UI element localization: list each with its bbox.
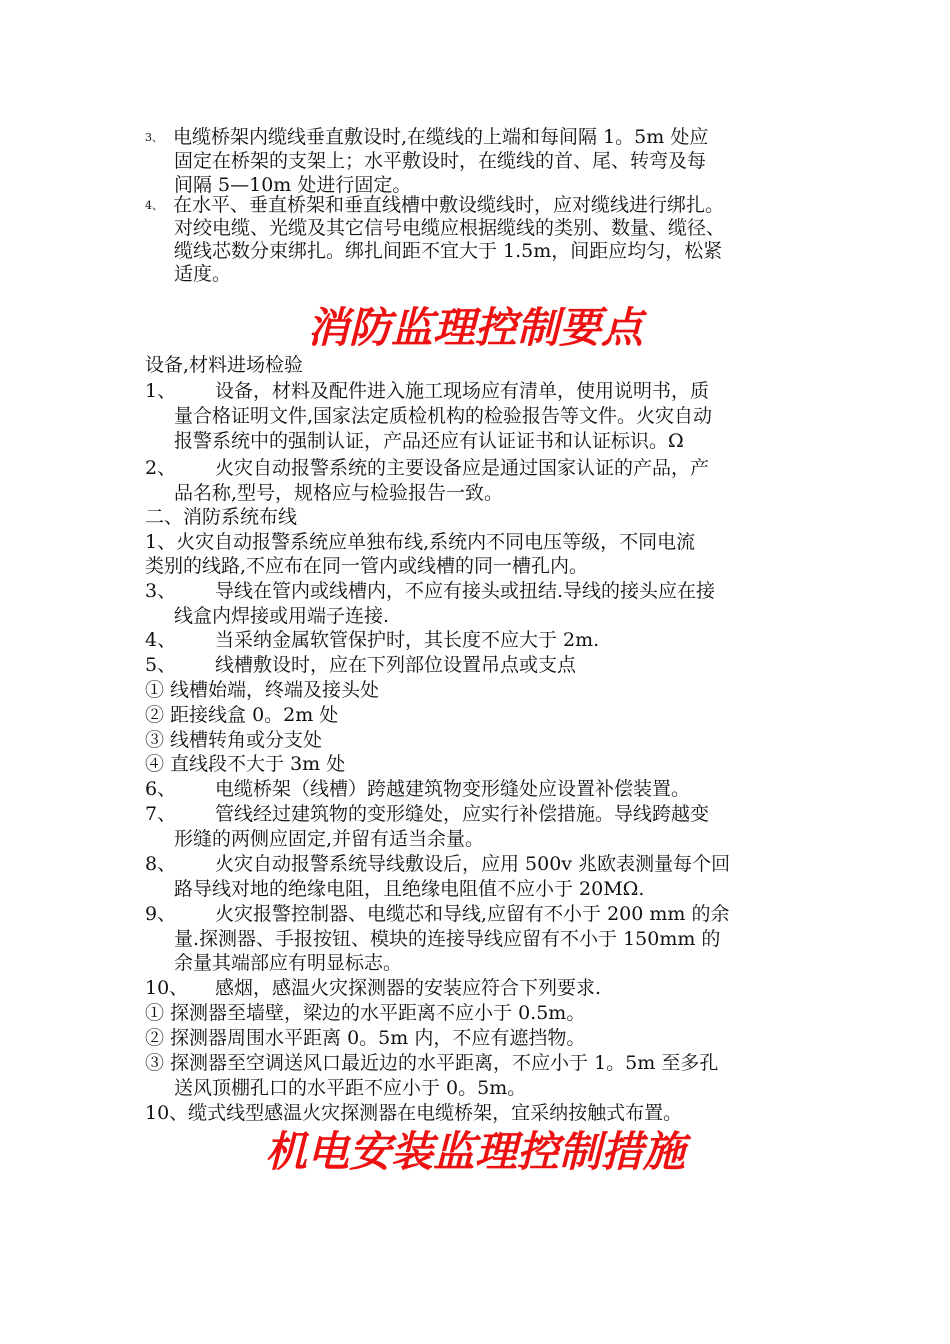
top-item-3-line-3: 间隔 5—10m 处进行固定。 [174,174,412,196]
wiring-item-7-line-1: 7、 管线经过建筑物的变形缝处，应实行补偿措施。导线跨越变 [145,803,710,825]
wiring-item-1-line-2: 类别的线路,不应布在同一管内或线槽的同一槽孔内。 [145,555,589,577]
wiring-item-4: 4、 当采纳金属软管保护时，其长度不应大于 2m. [145,629,600,651]
detector-req-2: ② 探测器周围水平距离 0。5m 内，不应有遮挡物。 [145,1027,586,1049]
top-item-3-line-1: 3、 电缆桥架内缆线垂直敷设时,在缆线的上端和每间隔 1。5m 处应 [145,124,810,151]
item-number: 4、 [145,199,163,212]
fire-item-1-line-2: 量合格证明文件,国家法定质检机构的检验报告等文件。火灾自动 [174,405,713,427]
wiring-item-7-line-2: 形缝的两侧应固定,并留有适当余量。 [174,828,485,850]
support-point-2: ② 距接线盒 0。2m 处 [145,704,339,726]
wiring-item-9-line-3: 余量其端部应有明显标志。 [174,952,403,974]
item-number: 3、 [145,131,163,144]
support-point-1: ① 线槽始端，终端及接头处 [145,679,380,701]
fire-item-1-line-3: 报警系统中的强制认证，产品还应有认证证书和认证标识。Ω [174,430,684,452]
wiring-item-6: 6、 电缆桥架（线槽）跨越建筑物变形缝处应设置补偿装置。 [145,778,691,800]
fire-item-2-line-2: 品名称,型号，规格应与检验报告一致。 [174,482,504,504]
wiring-item-9-line-2: 量.探测器、手报按钮、模块的连接导线应留有不小于 150mm 的 [174,928,721,950]
fire-item-1-line-1: 1、 设备，材料及配件进入施工现场应有清单，使用说明书，质 [145,380,710,402]
wiring-item-8-line-1: 8、 火灾自动报警系统导线敷设后，应用 500v 兆欧表测量每个回 [145,853,731,875]
fire-item-2-line-1: 2、 火灾自动报警系统的主要设备应是通过国家认证的产品，产 [145,457,710,479]
wiring-item-1-line-1: 1、火灾自动报警系统应单独布线,系统内不同电压等级，不同电流 [145,531,696,553]
subhead-material-inspection: 设备,材料进场检验 [145,354,304,376]
wiring-item-3-line-2: 线盒内焊接或用端子连接. [174,605,390,627]
heading-mep-control: 机电安装监理控制措施 [264,1127,685,1176]
top-item-4-line-4: 适度。 [174,263,232,285]
detector-req-3-line-1: ③ 探测器至空调送风口最近边的水平距离，不应小于 1。5m 至多孔 [145,1052,719,1074]
top-item-3-line-2: 固定在桥架的支架上；水平敷设时，在缆线的首、尾、转弯及每 [174,150,707,172]
top-item-4-line-2: 对绞电缆、光缆及其它信号电缆应根据缆线的类别、数量、缆径、 [174,217,726,239]
wiring-item-3-line-1: 3、 导线在管内或线槽内，不应有接头或扭结.导线的接头应在接 [145,580,716,602]
top-item-4-line-3: 缆线芯数分束绑扎。绑扎间距不宜大于 1.5m，间距应均匀，松紧 [174,240,723,262]
support-point-4: ④ 直线段不大于 3m 处 [145,753,346,775]
heading-fire-control: 消防监理控制要点 [306,303,643,352]
support-point-3: ③ 线槽转角或分支处 [145,729,323,751]
wiring-item-10: 10、 感烟，感温火灾探测器的安装应符合下列要求. [145,977,602,999]
wiring-item-9-line-1: 9、 火灾报警控制器、电缆芯和导线,应留有不小于 200 mm 的余 [145,903,730,925]
wiring-item-10b: 10、缆式线型感温火灾探测器在电缆桥架，宜采纳按触式布置。 [145,1102,683,1124]
wiring-item-8-line-2: 路导线对地的绝缘电阻，且绝缘电阻值不应小于 20MΩ. [174,878,645,900]
detector-req-1: ① 探测器至墙壁，梁边的水平距离不应小于 0.5m。 [145,1002,586,1024]
top-item-4-line-1: 4、 在水平、垂直桥架和垂直线槽中敷设缆线时，应对缆线进行绑扎。 [145,192,810,219]
wiring-item-5: 5、 线槽敷设时，应在下列部位设置吊点或支点 [145,654,577,676]
detector-req-3-line-2: 送风顶棚孔口的水平距不应小于 0。5m。 [174,1077,527,1099]
subhead-wiring: 二、消防系统布线 [145,506,298,528]
